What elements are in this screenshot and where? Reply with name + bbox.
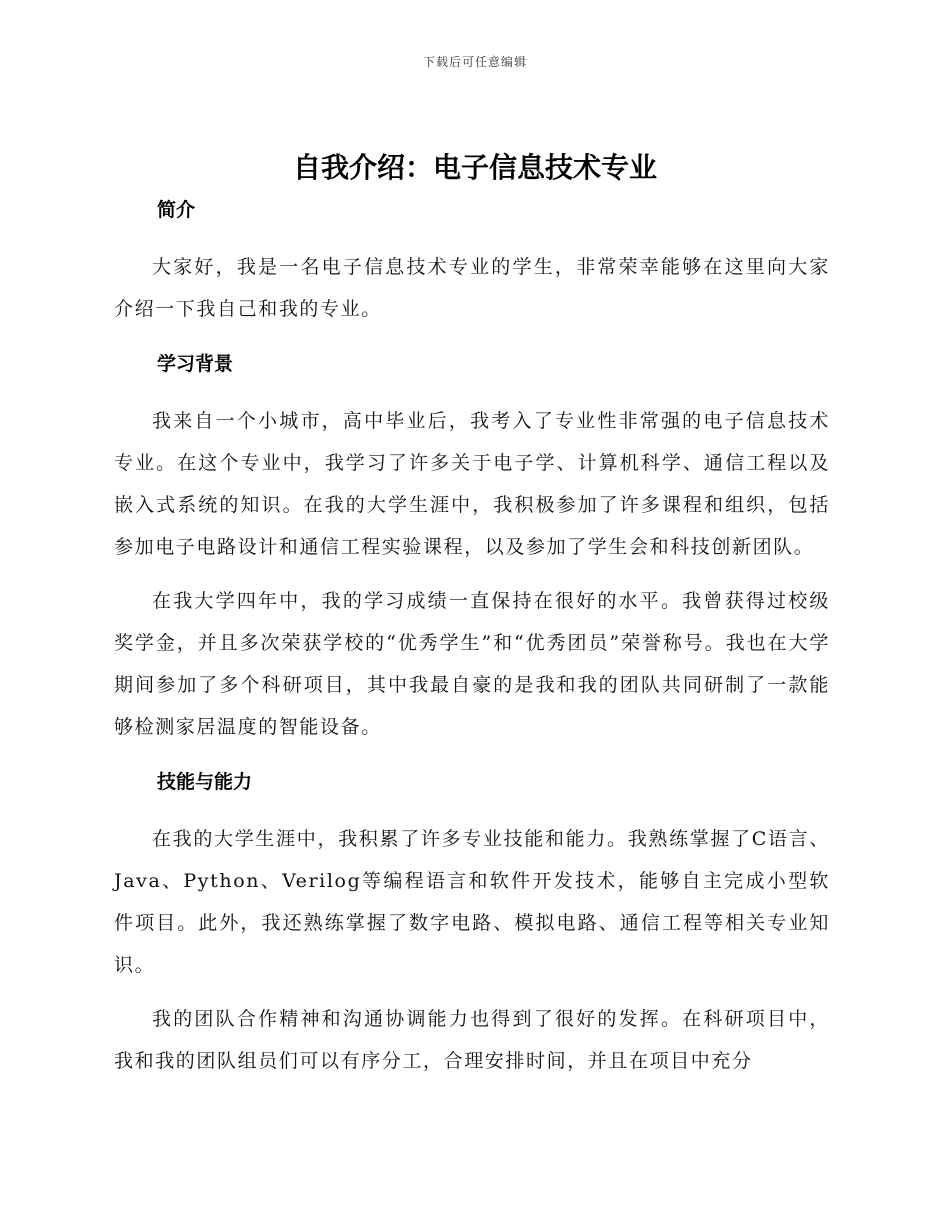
paragraph-skills-1: 在我的大学生涯中，我积累了许多专业技能和能力。我熟练掌握了C语言、Java、Python、Verilog等编程语言和软件开发技术，能够自主完成小型软件项目。此外，我还熟练掌握了数字电路、模拟电路、通信工程等相关专业知识。 (114, 828, 830, 976)
paragraph-skills-2: 我的团队合作精神和沟通协调能力也得到了很好的发挥。在科研项目中，我和我的团队组员们可以有序分工，合理安排时间，并且在项目中充分 (114, 1008, 830, 1072)
document-body (114, 196, 830, 1082)
paragraph-intro-1: 大家好，我是一名电子信息技术专业的学生，非常荣幸能够在这里向大家介绍一下我自己和我的专业。 (114, 256, 830, 320)
section-skills (114, 768, 830, 1082)
section-background (114, 350, 830, 748)
paragraph-background-2: 在我大学四年中，我的学习成绩一直保持在很好的水平。我曾获得过校级奖学金，并且多次荣获学校的“优秀学生”和“优秀团员”荣誉称号。我也在大学期间参加了多个科研项目，其中我最自豪的是我和我的团队共同研制了一款能够检测家居温度的智能设备。 (114, 590, 830, 738)
section-intro (114, 196, 830, 330)
section-heading-skills: 技能与能力 (157, 771, 253, 793)
section-heading-intro: 简介 (157, 199, 196, 221)
document-title: 自我介绍：电子信息技术专业 (292, 151, 657, 184)
section-heading-background: 学习背景 (157, 353, 234, 375)
page-header-note: 下载后可任意编辑 (422, 55, 527, 69)
paragraph-background-1: 我来自一个小城市，高中毕业后，我考入了专业性非常强的电子信息技术专业。在这个专业中，我学习了许多关于电子学、计算机科学、通信工程以及嵌入式系统的知识。在我的大学生涯中，我积极参加了许多课程和组织，包括参加电子电路设计和通信工程实验课程，以及参加了学生会和科技创新团队。 (114, 410, 830, 558)
